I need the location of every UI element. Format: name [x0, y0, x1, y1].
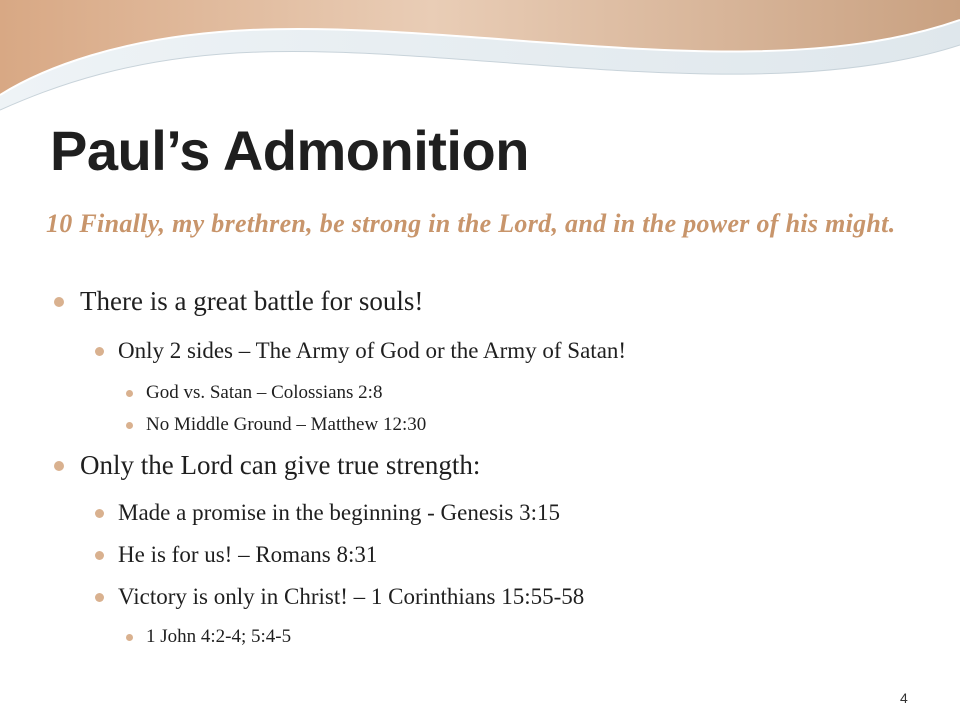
- bullet-text: God vs. Satan – Colossians 2:8: [146, 382, 383, 403]
- bullet-dot-icon: [126, 422, 133, 429]
- bullet-text: Made a promise in the beginning - Genesis 3:15: [118, 500, 561, 525]
- bullet-dot-icon: [95, 347, 104, 356]
- bullet-level2: [118, 500, 560, 526]
- bullet-dot-icon: [95, 509, 104, 518]
- bullet-level2: [118, 338, 626, 364]
- bullet-text: Only 2 sides – The Army of God or the Army of Satan!: [118, 338, 627, 363]
- bullet-dot-icon: [126, 634, 133, 641]
- bullet-level3: [146, 382, 382, 404]
- bullet-dot-icon: [95, 593, 104, 602]
- bullet-dot-icon: [95, 551, 104, 560]
- scripture-verse: 10 Finally, my brethren, be strong in the Lord, and in the power of his might.: [46, 209, 896, 238]
- bullet-dot-icon: [54, 461, 64, 471]
- bullet-dot-icon: [126, 390, 133, 397]
- bullet-level1: [80, 286, 423, 317]
- bullet-text: 1 John 4:2-4; 5:4-5: [146, 626, 292, 647]
- bullet-dot-icon: [54, 297, 64, 307]
- bullet-text: No Middle Ground – Matthew 12:30: [146, 414, 427, 435]
- bullet-text: Victory is only in Christ! – 1 Corinthians 15:55-58: [118, 584, 585, 609]
- bullet-text: He is for us! – Romans 8:31: [118, 542, 378, 567]
- bullet-level3: [146, 626, 291, 648]
- bullet-text: Only the Lord can give true strength:: [80, 450, 481, 480]
- bullet-level1: [80, 450, 480, 481]
- bullet-level2: [118, 542, 377, 568]
- bullet-level2: [118, 584, 584, 610]
- bullet-level3: [146, 414, 426, 436]
- slide-title: Paul’s Admonition: [50, 119, 529, 182]
- page-number: 4: [900, 690, 908, 706]
- bullet-text: There is a great battle for souls!: [80, 286, 424, 316]
